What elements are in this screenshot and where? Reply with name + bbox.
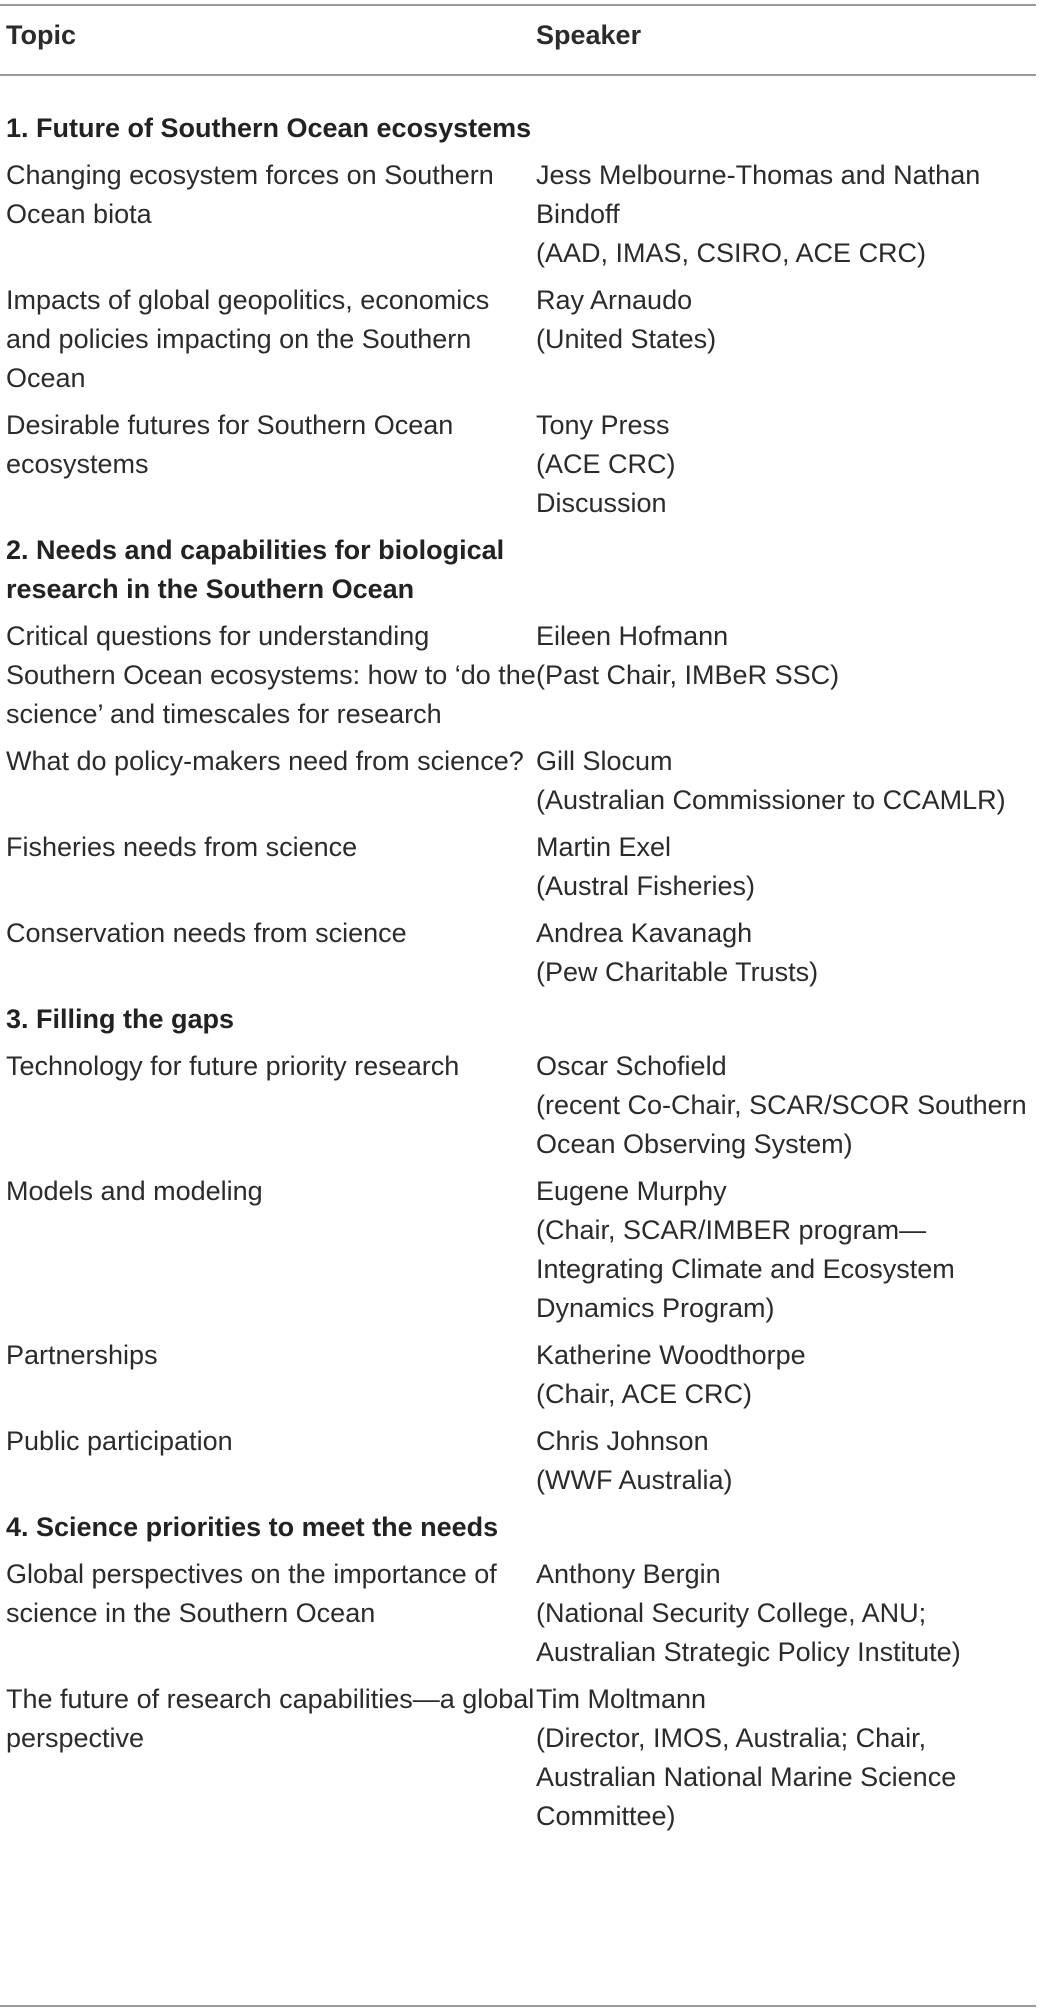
- speaker-cell: [536, 910, 1034, 996]
- topic-cell: [6, 1418, 536, 1504]
- section-title-text: 4. Science priorities to meet the needs: [6, 1512, 499, 1542]
- speaker-name: Jess Melbourne-Thomas and Nathan Bindoff: [536, 160, 981, 229]
- speaker-name: Chris Johnson: [536, 1426, 709, 1456]
- speaker-cell: [536, 152, 1034, 277]
- agenda-table: [6, 16, 1034, 1840]
- speaker-cell: [536, 1168, 1034, 1332]
- topic-cell: [6, 152, 536, 277]
- table-row: [6, 1332, 1034, 1418]
- topic-cell: [6, 1551, 536, 1676]
- speaker-affiliation: (WWF Australia): [536, 1465, 733, 1495]
- speaker-cell: [536, 1551, 1034, 1676]
- table-row: [6, 1168, 1034, 1332]
- speaker-name: Tim Moltmann: [536, 1684, 707, 1714]
- table-header-row: [6, 16, 1034, 93]
- speaker-column-header: Speaker: [536, 20, 642, 50]
- section-title: [6, 1504, 536, 1551]
- section-row: [6, 93, 1034, 152]
- speaker-affiliation: (Past Chair, IMBeR SSC): [536, 660, 840, 690]
- speaker-affiliation: (AAD, IMAS, CSIRO, ACE CRC): [536, 238, 927, 268]
- top-rule: [0, 4, 1036, 6]
- section-title-text: 1. Future of Southern Ocean ecosystems: [6, 113, 532, 143]
- topic-cell: [6, 1043, 536, 1168]
- topic-text: Fisheries needs from science: [6, 832, 358, 862]
- speaker-affiliation: (Pew Charitable Trusts): [536, 957, 819, 987]
- topic-text: Critical questions for understanding Southern Ocean ecosystems: how to ‘do the science’ and timescales for research: [6, 621, 536, 729]
- speaker-cell: [536, 1332, 1034, 1418]
- topic-text: The future of research capabilities—a global perspective: [6, 1684, 535, 1753]
- speaker-cell: [536, 1676, 1034, 1840]
- table-row: [6, 1043, 1034, 1168]
- speaker-name: Tony Press: [536, 410, 670, 440]
- speaker-affiliation: (recent Co-Chair, SCAR/SCOR Southern Ocean Observing System): [536, 1090, 1027, 1159]
- speaker-cell: [536, 738, 1034, 824]
- speaker-affiliation: (ACE CRC): [536, 449, 676, 479]
- speaker-name: Oscar Schofield: [536, 1051, 727, 1081]
- topic-cell: [6, 613, 536, 738]
- speaker-name: Katherine Woodthorpe: [536, 1340, 806, 1370]
- table-row: [6, 1551, 1034, 1676]
- section-title: [6, 527, 536, 613]
- speaker-name: Anthony Bergin: [536, 1559, 721, 1589]
- section-title-text: 3. Filling the gaps: [6, 1004, 235, 1034]
- topic-text: Partnerships: [6, 1340, 158, 1370]
- topic-cell: [6, 277, 536, 402]
- speaker-name: Eileen Hofmann: [536, 621, 729, 651]
- topic-cell: [6, 824, 536, 910]
- topic-cell: [6, 1332, 536, 1418]
- speaker-affiliation: (Chair, SCAR/IMBER program—Integrating Climate and Ecosystem Dynamics Program): [536, 1215, 955, 1323]
- topic-text: Technology for future priority research: [6, 1051, 460, 1081]
- section-title-text: 2. Needs and capabilities for biological research in the Southern Ocean: [6, 535, 505, 604]
- speaker-name: Andrea Kavanagh: [536, 918, 753, 948]
- topic-cell: [6, 910, 536, 996]
- topic-cell: [6, 738, 536, 824]
- topic-cell: [6, 402, 536, 527]
- table-row: [6, 613, 1034, 738]
- speaker-cell: [536, 613, 1034, 738]
- table-row: [6, 402, 1034, 527]
- topic-text: Desirable futures for Southern Ocean ecosystems: [6, 410, 454, 479]
- table-row: [6, 910, 1034, 996]
- topic-text: Models and modeling: [6, 1176, 263, 1206]
- topic-cell: [6, 1676, 536, 1840]
- topic-text: Global perspectives on the importance of science in the Southern Ocean: [6, 1559, 497, 1628]
- speaker-note: Discussion: [536, 488, 667, 518]
- speaker-affiliation: (Austral Fisheries): [536, 871, 756, 901]
- speaker-cell: [536, 824, 1034, 910]
- speaker-name: Ray Arnaudo: [536, 285, 693, 315]
- speaker-name: Gill Slocum: [536, 746, 673, 776]
- topic-cell: [6, 1168, 536, 1332]
- topic-text: Impacts of global geopolitics, economics and policies impacting on the Southern Ocean: [6, 285, 490, 393]
- table-row: [6, 824, 1034, 910]
- section-row: [6, 996, 1034, 1043]
- bottom-rule: [0, 2005, 1036, 2007]
- speaker-affiliation: (Director, IMOS, Australia; Chair, Australian National Marine Science Committee): [536, 1723, 957, 1831]
- agenda-body: [6, 93, 1034, 1840]
- topic-text: Conservation needs from science: [6, 918, 407, 948]
- section-row: [6, 1504, 1034, 1551]
- section-title: [6, 93, 536, 152]
- table-row: [6, 738, 1034, 824]
- topic-column-header: Topic: [6, 20, 76, 50]
- section-row: [6, 527, 1034, 613]
- topic-text: Public participation: [6, 1426, 233, 1456]
- table-row: [6, 1676, 1034, 1840]
- table-row: [6, 152, 1034, 277]
- speaker-affiliation: (Australian Commissioner to CCAMLR): [536, 785, 1006, 815]
- speaker-name: Eugene Murphy: [536, 1176, 727, 1206]
- speaker-name: Martin Exel: [536, 832, 672, 862]
- speaker-affiliation: (National Security College, ANU; Australian Strategic Policy Institute): [536, 1598, 961, 1667]
- speaker-cell: [536, 277, 1034, 402]
- table-row: [6, 1418, 1034, 1504]
- topic-text: Changing ecosystem forces on Southern Ocean biota: [6, 160, 494, 229]
- topic-text: What do policy-makers need from science?: [6, 746, 524, 776]
- speaker-affiliation: (United States): [536, 324, 717, 354]
- speaker-affiliation: (Chair, ACE CRC): [536, 1379, 753, 1409]
- speaker-cell: [536, 1043, 1034, 1168]
- speaker-cell: [536, 1418, 1034, 1504]
- table-row: [6, 277, 1034, 402]
- speaker-cell: [536, 402, 1034, 527]
- section-title: [6, 996, 536, 1043]
